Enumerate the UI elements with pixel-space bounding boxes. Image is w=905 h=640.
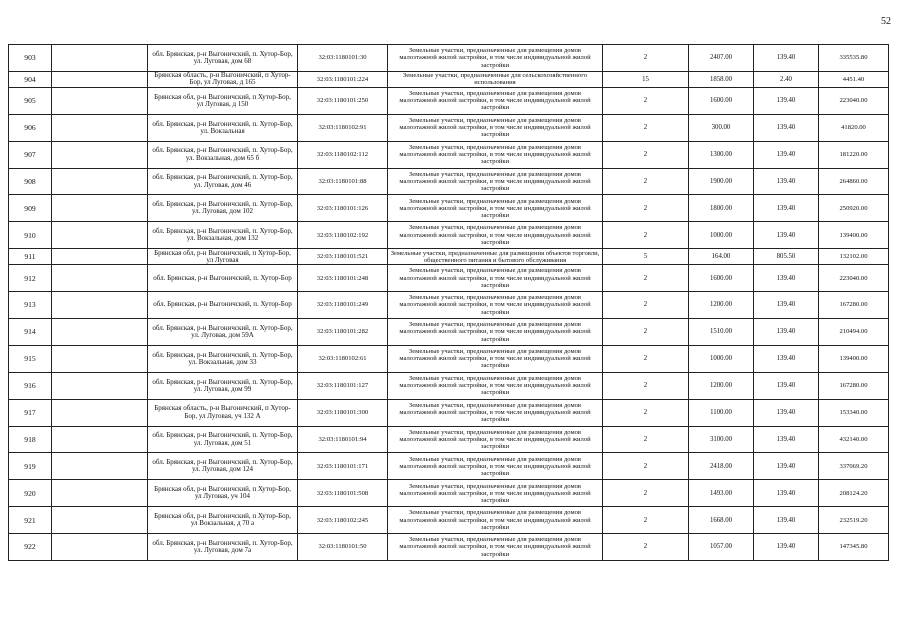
specific-value-cell: 139.40 <box>754 319 819 346</box>
empty-cell <box>52 45 148 72</box>
table-row <box>9 319 889 346</box>
table-body <box>9 45 889 561</box>
address-cell: обл. Брянская, р-н Выгоничский, п. Хутор-Бор, ул. Луговая, дом 46 <box>148 168 298 195</box>
address-cell: обл. Брянская, р-н Выгоничский, п. Хутор-Бор <box>148 265 298 292</box>
cadastral-value-cell: 232519.20 <box>819 507 889 534</box>
land-use-category-cell: Земельные участки, предназначенные для размещения домов малоэтажной жилой застройки, в том числе индивидуальной жилой застройки <box>388 399 603 426</box>
area-cell: 1600.00 <box>689 87 754 114</box>
empty-cell <box>52 319 148 346</box>
table-row <box>9 141 889 168</box>
address-cell: обл. Брянская, р-н Выгоничский, п. Хутор-Бор, ул. Вокзальная, дом 132 <box>148 222 298 249</box>
row-number-cell: 918 <box>9 426 52 453</box>
area-cell: 1668.00 <box>689 507 754 534</box>
area-cell: 1858.00 <box>689 71 754 87</box>
specific-value-cell: 139.40 <box>754 345 819 372</box>
group-number-cell: 2 <box>603 426 689 453</box>
cadastral-number-cell: 32:03:1180101:282 <box>298 319 388 346</box>
row-number-cell: 911 <box>9 249 52 265</box>
cadastral-number-cell: 32:03:1180101:50 <box>298 534 388 561</box>
group-number-cell: 2 <box>603 480 689 507</box>
row-number-cell: 917 <box>9 399 52 426</box>
row-number-cell: 903 <box>9 45 52 72</box>
specific-value-cell: 139.40 <box>754 87 819 114</box>
empty-cell <box>52 507 148 534</box>
specific-value-cell: 139.40 <box>754 426 819 453</box>
group-number-cell: 2 <box>603 265 689 292</box>
address-cell: обл. Брянская, р-н Выгоничский, п. Хутор-Бор, ул. Луговая, дом 124 <box>148 453 298 480</box>
group-number-cell: 2 <box>603 87 689 114</box>
page-number: 52 <box>881 16 891 27</box>
address-cell: обл. Брянская, р-н Выгоничский, п. Хутор-Бор, ул. Луговая, дом 51 <box>148 426 298 453</box>
empty-cell <box>52 168 148 195</box>
area-cell: 1200.00 <box>689 372 754 399</box>
row-number-cell: 915 <box>9 345 52 372</box>
land-use-category-cell: Земельные участки, предназначенные для размещения домов малоэтажной жилой застройки, в том числе индивидуальной жилой застройки <box>388 453 603 480</box>
cadastral-value-cell: 167280.00 <box>819 372 889 399</box>
row-number-cell: 908 <box>9 168 52 195</box>
group-number-cell: 2 <box>603 141 689 168</box>
address-cell: обл. Брянская, р-н Выгоничский, п. Хутор-Бор, ул. Луговая, дом 59А <box>148 319 298 346</box>
empty-cell <box>52 480 148 507</box>
area-cell: 1493.00 <box>689 480 754 507</box>
cadastral-number-cell: 32:03:1180101:508 <box>298 480 388 507</box>
cadastral-number-cell: 32:03:1180101:88 <box>298 168 388 195</box>
area-cell: 1000.00 <box>689 222 754 249</box>
cadastral-number-cell: 32:03:1180101:224 <box>298 71 388 87</box>
specific-value-cell: 139.40 <box>754 114 819 141</box>
address-cell: обл. Брянская, р-н Выгоничский, п. Хутор-Бор, ул. Луговая, дом 99 <box>148 372 298 399</box>
cadastral-value-cell: 181220.00 <box>819 141 889 168</box>
land-use-category-cell: Земельные участки, предназначенные для сельскохозяйственного использования <box>388 71 603 87</box>
land-use-category-cell: Земельные участки, предназначенные для размещения домов малоэтажной жилой застройки, в том числе индивидуальной жилой застройки <box>388 265 603 292</box>
cadastral-value-cell: 139400.00 <box>819 222 889 249</box>
empty-cell <box>52 372 148 399</box>
land-use-category-cell: Земельные участки, предназначенные для размещения домов малоэтажной жилой застройки, в том числе индивидуальной жилой застройки <box>388 195 603 222</box>
land-use-category-cell: Земельные участки, предназначенные для размещения домов малоэтажной жилой застройки, в том числе индивидуальной жилой застройки <box>388 319 603 346</box>
cadastral-number-cell: 32:03:1180101:126 <box>298 195 388 222</box>
empty-cell <box>52 534 148 561</box>
table-row <box>9 168 889 195</box>
address-cell: Брянская обл, р-н Выгоничский, п Хутор-Бор, ул Луговая, уч 104 <box>148 480 298 507</box>
row-number-cell: 906 <box>9 114 52 141</box>
area-cell: 1900.00 <box>689 168 754 195</box>
table-row <box>9 195 889 222</box>
specific-value-cell: 139.40 <box>754 507 819 534</box>
cadastral-value-cell: 153340.00 <box>819 399 889 426</box>
land-use-category-cell: Земельные участки, предназначенные для размещения домов малоэтажной жилой застройки, в том числе индивидуальной жилой застройки <box>388 480 603 507</box>
row-number-cell: 920 <box>9 480 52 507</box>
land-use-category-cell: Земельные участки, предназначенные для размещения домов малоэтажной жилой застройки, в том числе индивидуальной жилой застройки <box>388 87 603 114</box>
cadastral-number-cell: 32:03:1180101:250 <box>298 87 388 114</box>
cadastral-value-cell: 432140.00 <box>819 426 889 453</box>
table-row <box>9 480 889 507</box>
specific-value-cell: 139.40 <box>754 453 819 480</box>
area-cell: 1000.00 <box>689 345 754 372</box>
group-number-cell: 2 <box>603 168 689 195</box>
specific-value-cell: 139.40 <box>754 534 819 561</box>
cadastral-value-table <box>8 44 889 561</box>
area-cell: 1800.00 <box>689 195 754 222</box>
table-row <box>9 534 889 561</box>
table-row <box>9 45 889 72</box>
specific-value-cell: 139.40 <box>754 141 819 168</box>
cadastral-value-cell: 223040.00 <box>819 265 889 292</box>
land-use-category-cell: Земельные участки, предназначенные для размещения домов малоэтажной жилой застройки, в том числе индивидуальной жилой застройки <box>388 372 603 399</box>
table-row <box>9 87 889 114</box>
table-row <box>9 265 889 292</box>
table-row <box>9 507 889 534</box>
specific-value-cell: 139.40 <box>754 265 819 292</box>
cadastral-value-cell: 132102.00 <box>819 249 889 265</box>
empty-cell <box>52 453 148 480</box>
cadastral-value-cell: 210494.00 <box>819 319 889 346</box>
row-number-cell: 904 <box>9 71 52 87</box>
cadastral-value-cell: 337069.20 <box>819 453 889 480</box>
area-cell: 2418.00 <box>689 453 754 480</box>
row-number-cell: 914 <box>9 319 52 346</box>
empty-cell <box>52 87 148 114</box>
cadastral-number-cell: 32:03:1180102:245 <box>298 507 388 534</box>
cadastral-value-cell: 41820.00 <box>819 114 889 141</box>
area-cell: 164.00 <box>689 249 754 265</box>
empty-cell <box>52 249 148 265</box>
group-number-cell: 2 <box>603 345 689 372</box>
land-use-category-cell: Земельные участки, предназначенные для размещения домов малоэтажной жилой застройки, в том числе индивидуальной жилой застройки <box>388 426 603 453</box>
address-cell: обл. Брянская, р-н Выгоничский, п. Хутор-Бор, ул. Вокзальная, дом 33 <box>148 345 298 372</box>
area-cell: 300.00 <box>689 114 754 141</box>
land-use-category-cell: Земельные участки, предназначенные для размещения домов малоэтажной жилой застройки, в том числе индивидуальной жилой застройки <box>388 345 603 372</box>
cadastral-number-cell: 32:03:1180101:300 <box>298 399 388 426</box>
table-row <box>9 345 889 372</box>
empty-cell <box>52 71 148 87</box>
row-number-cell: 912 <box>9 265 52 292</box>
empty-cell <box>52 265 148 292</box>
land-use-category-cell: Земельные участки, предназначенные для размещения домов малоэтажной жилой застройки, в том числе индивидуальной жилой застройки <box>388 168 603 195</box>
group-number-cell: 2 <box>603 195 689 222</box>
cadastral-number-cell: 32:03:1180101:127 <box>298 372 388 399</box>
table-row <box>9 222 889 249</box>
area-cell: 3100.00 <box>689 426 754 453</box>
cadastral-number-cell: 32:03:1180101:94 <box>298 426 388 453</box>
table-row <box>9 292 889 319</box>
cadastral-value-cell: 250920.00 <box>819 195 889 222</box>
row-number-cell: 922 <box>9 534 52 561</box>
cadastral-number-cell: 32:03:1180102:61 <box>298 345 388 372</box>
empty-cell <box>52 195 148 222</box>
land-use-category-cell: Земельные участки, предназначенные для размещения домов малоэтажной жилой застройки, в том числе индивидуальной жилой застройки <box>388 292 603 319</box>
group-number-cell: 2 <box>603 114 689 141</box>
cadastral-number-cell: 32:03:1180102:91 <box>298 114 388 141</box>
group-number-cell: 2 <box>603 399 689 426</box>
table-row <box>9 71 889 87</box>
cadastral-value-cell: 167280.00 <box>819 292 889 319</box>
row-number-cell: 910 <box>9 222 52 249</box>
row-number-cell: 905 <box>9 87 52 114</box>
land-use-category-cell: Земельные участки, предназначенные для размещения домов малоэтажной жилой застройки, в том числе индивидуальной жилой застройки <box>388 534 603 561</box>
address-cell: обл. Брянская, р-н Выгоничский, п. Хутор-Бор, ул. Луговая, дом 7а <box>148 534 298 561</box>
cadastral-number-cell: 32:03:1180102:192 <box>298 222 388 249</box>
cadastral-number-cell: 32:03:1180101:249 <box>298 292 388 319</box>
table-row <box>9 114 889 141</box>
cadastral-value-cell: 223040.00 <box>819 87 889 114</box>
area-cell: 1100.00 <box>689 399 754 426</box>
land-use-category-cell: Земельные участки, предназначенные для размещения домов малоэтажной жилой застройки, в том числе индивидуальной жилой застройки <box>388 141 603 168</box>
specific-value-cell: 805.50 <box>754 249 819 265</box>
group-number-cell: 2 <box>603 372 689 399</box>
specific-value-cell: 139.40 <box>754 292 819 319</box>
table-row <box>9 372 889 399</box>
land-use-category-cell: Земельные участки, предназначенные для размещения домов малоэтажной жилой застройки, в том числе индивидуальной жилой застройки <box>388 114 603 141</box>
empty-cell <box>52 399 148 426</box>
land-use-category-cell: Земельные участки, предназначенные для размещения домов малоэтажной жилой застройки, в том числе индивидуальной жилой застройки <box>388 507 603 534</box>
address-cell: Брянская обл, р-н Выгоничский, п Хутор-Бор, ул Вокзальная, д 70 а <box>148 507 298 534</box>
cadastral-value-cell: 147345.80 <box>819 534 889 561</box>
land-use-category-cell: Земельные участки, предназначенные для размещения объектов торговли, общественного питания и бытового обслуживания <box>388 249 603 265</box>
specific-value-cell: 139.40 <box>754 195 819 222</box>
row-number-cell: 916 <box>9 372 52 399</box>
empty-cell <box>52 345 148 372</box>
table-row <box>9 426 889 453</box>
empty-cell <box>52 114 148 141</box>
cadastral-number-cell: 32:03:1180102:112 <box>298 141 388 168</box>
row-number-cell: 913 <box>9 292 52 319</box>
cadastral-value-cell: 4451.40 <box>819 71 889 87</box>
group-number-cell: 15 <box>603 71 689 87</box>
empty-cell <box>52 141 148 168</box>
row-number-cell: 919 <box>9 453 52 480</box>
group-number-cell: 2 <box>603 453 689 480</box>
row-number-cell: 909 <box>9 195 52 222</box>
area-cell: 1200.00 <box>689 292 754 319</box>
row-number-cell: 921 <box>9 507 52 534</box>
land-use-category-cell: Земельные участки, предназначенные для размещения домов малоэтажной жилой застройки, в том числе индивидуальной жилой застройки <box>388 45 603 72</box>
address-cell: Брянская область, р-н Выгоничский, п Хутор-Бор, ул Луговая, д 165 <box>148 71 298 87</box>
cadastral-value-cell: 264860.00 <box>819 168 889 195</box>
cadastral-value-cell: 208124.20 <box>819 480 889 507</box>
specific-value-cell: 139.40 <box>754 399 819 426</box>
area-cell: 1300.00 <box>689 141 754 168</box>
address-cell: обл. Брянская, р-н Выгоничский, п. Хутор-Бор <box>148 292 298 319</box>
group-number-cell: 2 <box>603 319 689 346</box>
specific-value-cell: 139.40 <box>754 222 819 249</box>
area-cell: 1057.00 <box>689 534 754 561</box>
group-number-cell: 2 <box>603 222 689 249</box>
specific-value-cell: 139.40 <box>754 168 819 195</box>
cadastral-number-cell: 32:03:1180101:30 <box>298 45 388 72</box>
specific-value-cell: 2.40 <box>754 71 819 87</box>
land-use-category-cell: Земельные участки, предназначенные для размещения домов малоэтажной жилой застройки, в том числе индивидуальной жилой застройки <box>388 222 603 249</box>
area-cell: 1510.00 <box>689 319 754 346</box>
group-number-cell: 2 <box>603 534 689 561</box>
address-cell: обл. Брянская, р-н Выгоничский, п. Хутор-Бор, ул. Луговая, дом 102 <box>148 195 298 222</box>
empty-cell <box>52 426 148 453</box>
table-row <box>9 453 889 480</box>
cadastral-number-cell: 32:03:1180101:171 <box>298 453 388 480</box>
row-number-cell: 907 <box>9 141 52 168</box>
address-cell: Брянская обл, р-н Выгоничский, п Хутор-Бор, ул Луговая <box>148 249 298 265</box>
specific-value-cell: 139.40 <box>754 45 819 72</box>
address-cell: обл. Брянская, р-н Выгоничский, п. Хутор-Бор, ул. Луговая, дом 68 <box>148 45 298 72</box>
cadastral-number-cell: 32:03:1180101:248 <box>298 265 388 292</box>
specific-value-cell: 139.40 <box>754 372 819 399</box>
table-row <box>9 399 889 426</box>
cadastral-value-cell: 335535.80 <box>819 45 889 72</box>
group-number-cell: 2 <box>603 45 689 72</box>
group-number-cell: 2 <box>603 292 689 319</box>
area-cell: 2407.00 <box>689 45 754 72</box>
address-cell: Брянская область, р-н Выгоничский, п Хутор-Бор, ул Луговая, уч 132 А <box>148 399 298 426</box>
address-cell: обл. Брянская, р-н Выгоничский, п. Хутор-Бор, ул. Вокзальная <box>148 114 298 141</box>
cadastral-number-cell: 32:03:1180101:521 <box>298 249 388 265</box>
empty-cell <box>52 292 148 319</box>
cadastral-value-cell: 139400.00 <box>819 345 889 372</box>
address-cell: обл. Брянская, р-н Выгоничский, п. Хутор-Бор, ул. Вокзальная, дом 65 б <box>148 141 298 168</box>
specific-value-cell: 139.40 <box>754 480 819 507</box>
area-cell: 1600.00 <box>689 265 754 292</box>
group-number-cell: 5 <box>603 249 689 265</box>
address-cell: Брянская обл, р-н Выгоничский, п Хутор-Бор, ул Луговая, д 150 <box>148 87 298 114</box>
table-row <box>9 249 889 265</box>
empty-cell <box>52 222 148 249</box>
group-number-cell: 2 <box>603 507 689 534</box>
